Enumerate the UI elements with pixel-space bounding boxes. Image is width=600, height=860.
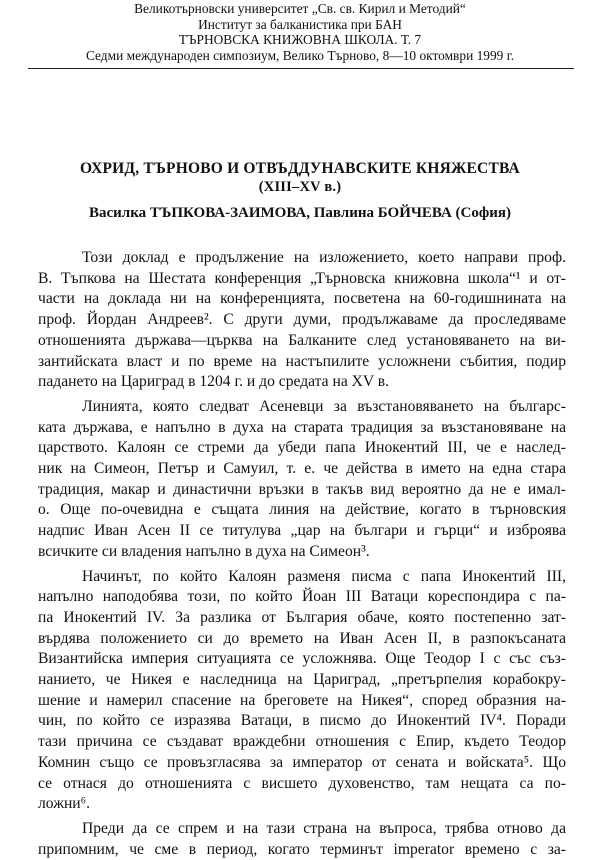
article-title-block (20, 160, 580, 196)
header-institute: Институт за балканистика при БАН (198, 16, 402, 32)
article-body (38, 248, 566, 860)
body-line: проф. Йордан Андреев². С други думи, продължаваме да проследяваме (38, 311, 566, 329)
body-line: па Инокентий IV. За разлика от България обаче, която постепенно зат- (38, 608, 566, 626)
body-line: припомним, че сме в период, когато терминът imperator времено с за- (38, 840, 566, 858)
body-line: тази причина се създават враждебни отношения с Епир, където Теодор (38, 733, 566, 751)
body-line: Комнин също се провъзгласява за император от сената и войската⁵. Що (38, 753, 566, 771)
body-line: царството. Калоян се стреми да убеди папа Инокентий III, че е наслед- (38, 439, 566, 457)
body-line: надпис Иван Асен II се титулува „цар на българи и гърци“ и изброява (38, 522, 566, 540)
body-line: В. Тъпкова на Шестата конференция „Търновска книжовна школа“¹ и от- (38, 269, 566, 287)
header-series-title: ТЪРНОВСКА КНИЖОВНА ШКОЛА. Т. 7 (178, 32, 422, 47)
body-line: Византийска империя ситуацията се усложнява. Още Теодор I с със съз- (38, 650, 566, 668)
body-line: традиция, макар и династични връзки в такъв вид вероятно да не е имал- (38, 480, 566, 498)
body-line: ложни⁶. (38, 795, 90, 813)
body-line: зантийската власт и по време на настъпилите усложнени събития, подир (38, 352, 566, 370)
body-line: отношенията държава—църква на Балканите след установяването на ви- (38, 331, 566, 349)
body-line: падането на Цариград в 1204 г. и до средата на XV в. (38, 373, 390, 391)
body-line: части на доклада ни на конференцията, посветена на 60-годишнината на (38, 290, 566, 308)
running-header (30, 1, 570, 63)
body-line: всичките си владения напълно в духа на Симеон³. (38, 542, 370, 560)
body-line: Линията, която следват Асеневци за възстановяването на българс- (82, 397, 566, 415)
article-subtitle: (XIII–XV в.) (258, 179, 342, 195)
body-line: ник на Симеон, Петър и Самуил, т. е. че действа в името на една стара (38, 460, 566, 478)
article-title: ОХРИД, ТЪРНОВО И ОТВЪДДУНАВСКИТЕ КНЯЖЕСТВА (80, 160, 520, 177)
body-line: върдява положението си до времето на Иван Асен II, в разпокъсаната (38, 629, 566, 647)
body-line: ката държава, е напълно в духа на старата традиция за възстановяване на (38, 418, 566, 436)
header-university: Великотърновски университет „Св. св. Кирил и Методий“ (134, 1, 466, 16)
header-symposium: Седми международен симпозиум, Велико Търново, 8—10 октомври 1999 г. (85, 47, 515, 63)
body-line: Начинът, по който Калоян разменя писма с папа Инокентий III, (82, 567, 566, 585)
body-line: о. Още по-очевидна е същата линия на действие, когато в търновския (38, 501, 566, 519)
body-line: Този доклад е продължение на изложението, което направи проф. (82, 249, 566, 266)
body-line: се отнася до отношенията с висшето духовенство, там нещата са по- (38, 774, 566, 792)
body-line: Преди да се спрем и на тази страна на въпроса, трябва отново да (82, 819, 566, 837)
body-line: чин, по който се изразява Ватаци, в писмо до Инокентий IV⁴. Поради (38, 712, 566, 730)
header-divider (28, 68, 574, 69)
body-line: напълно наподобява този, по който Йоан III Ватаци кореспондира с па- (38, 588, 566, 606)
body-line: шение и намерил спасение на бреговете на Никея“, според образния на- (38, 691, 566, 709)
article-authors: Василка ТЪПКОВА-ЗАИМОВА, Павлина БОЙЧЕВА (София) (88, 205, 511, 221)
body-line: нанието, че Никея е наследница на Цариград, „претърпелия корабокру- (38, 671, 566, 689)
